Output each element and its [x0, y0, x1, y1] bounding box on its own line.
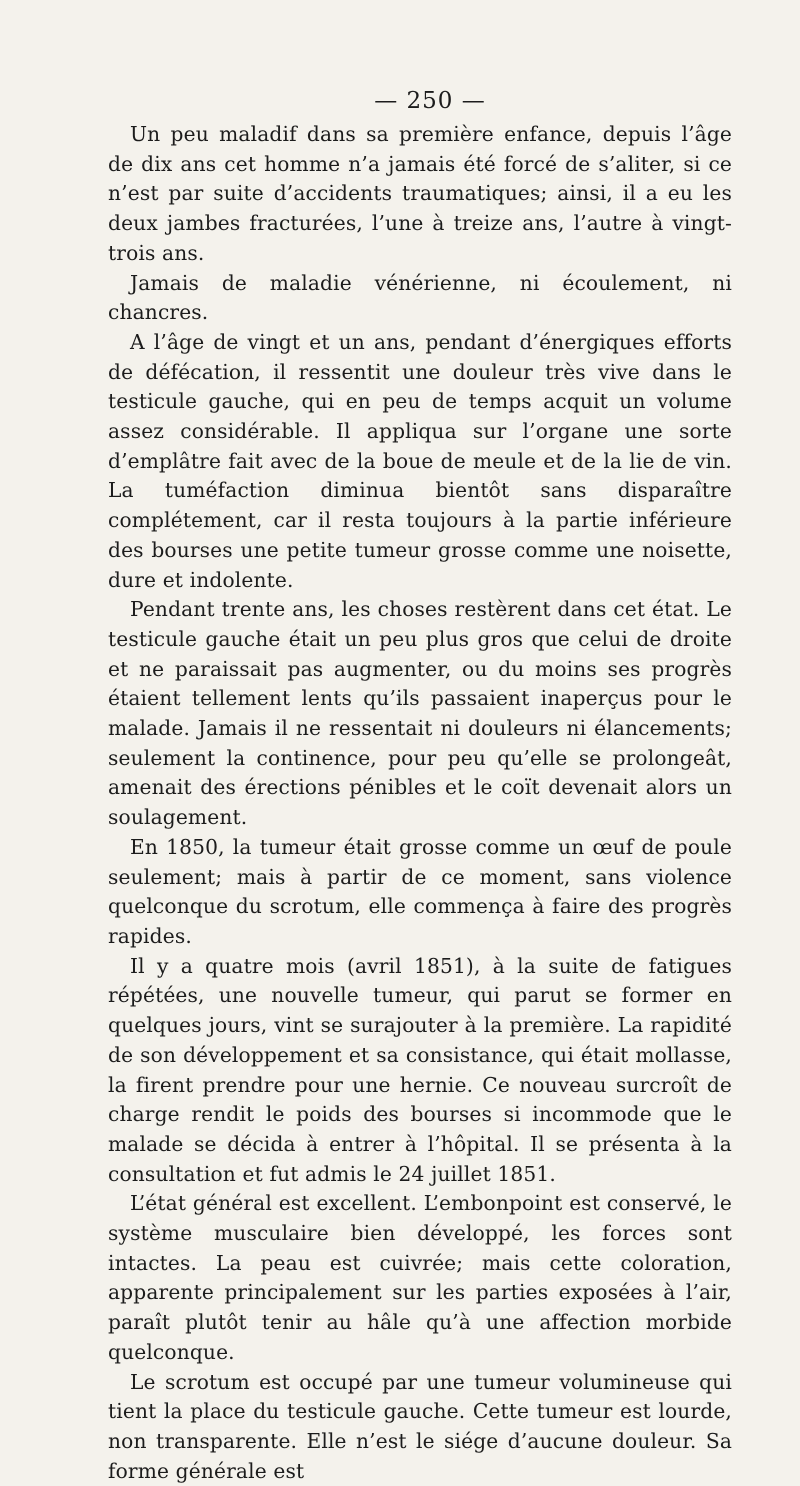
book-page	[108, 84, 732, 1486]
paragraph: Le scrotum est occupé par une tumeur volumineuse qui tient la place du testicule gauche. Cette tumeur est lourde, non transparente. Elle n’est le siége d’aucune douleur. Sa forme générale est	[108, 1369, 732, 1483]
paragraph: A l’âge de vingt et un ans, pendant d’énergiques efforts de défécation, il ressentit une douleur très vive dans le testicule gauche, qui en peu de temps acquit un volume assez considérable. Il appliqua sur l’organe une sorte d’emplâtre fait avec de la boue de meule et de la lie de vin. La tuméfaction diminua bientôt sans disparaître complétement, car il resta toujours à la partie inférieure des bourses une petite tumeur grosse comme une noisette, dure et indolente.	[108, 329, 732, 592]
paragraph: Un peu maladif dans sa première enfance, depuis l’âge de dix ans cet homme n’a jamais été forcé de s’aliter, si ce n’est par suite d’accidents traumatiques; ainsi, il a eu les deux jambes fracturées, l’une à treize ans, l’autre à vingt-trois ans.	[108, 122, 732, 265]
paragraph: L’état général est excellent. L’embonpoint est conservé, le système musculaire bien développé, les forces sont intactes. La peau est cuivrée; mais cette coloration, apparente principalement sur les parties exposées à l’air, paraît plutôt tenir au hâle qu’à une affection morbide quelconque.	[108, 1191, 732, 1364]
page-number: — 250 —	[374, 88, 486, 114]
paragraph: Pendant trente ans, les choses restèrent dans cet état. Le testicule gauche était un peu plus gros que celui de droite et ne paraissait pas augmenter, ou du moins ses progrès étaient tellement lents qu’ils passaient inaperçus pour le malade. Jamais il ne ressentait ni douleurs ni élancements; seulement la continence, pour peu qu’elle se prolongeât, amenait des érections pénibles et le coït devenait alors un soulagement.	[108, 597, 732, 830]
paragraph: Il y a quatre mois (avril 1851), à la suite de fatigues répétées, une nouvelle tumeur, qui parut se former en quelques jours, vint se surajouter à la première. La rapidité de son développement et sa consistance, qui était mollasse, la firent prendre pour une hernie. Ce nouveau surcroît de charge rendit le poids des bourses si incommode que le malade se décida à entrer à l’hôpital. Il se présenta à la consultation et fut admis le 24 juillet 1851.	[108, 953, 732, 1186]
paragraph: Jamais de maladie vénérienne, ni écoulement, ni chancres.	[108, 270, 732, 325]
paragraph: En 1850, la tumeur était grosse comme un œuf de poule seulement; mais à partir de ce moment, sans violence quelconque du scrotum, elle commença à faire des progrès rapides.	[108, 834, 732, 948]
